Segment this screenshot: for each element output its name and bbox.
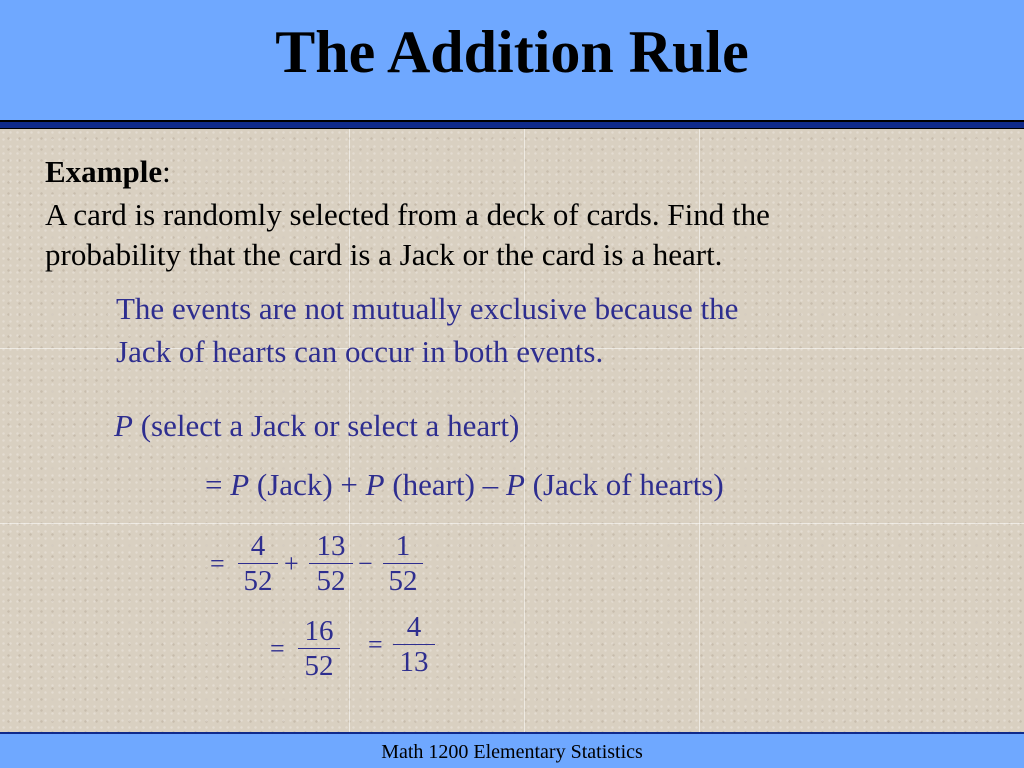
fraction-numerator: 13 xyxy=(316,530,346,562)
fraction-bar xyxy=(383,563,423,564)
prob-symbol: P xyxy=(365,467,385,502)
fraction-4-52 xyxy=(238,530,278,597)
formula-equals: = xyxy=(205,467,223,502)
fraction-bar xyxy=(298,648,340,649)
calc-plus: + xyxy=(284,549,299,578)
prob-symbol: P xyxy=(505,467,525,502)
prob-symbol: P xyxy=(114,408,133,443)
explanation-line-1: The events are not mutually exclusive because the xyxy=(116,291,739,326)
fraction-denominator: 52 xyxy=(243,565,273,597)
grid-line xyxy=(0,523,1024,524)
formula-jack-hearts: (Jack of hearts) xyxy=(532,467,724,502)
example-line-1: A card is randomly selected from a deck of cards. Find the xyxy=(45,197,770,232)
fraction-4-13 xyxy=(393,611,435,678)
calc-equals-1: = xyxy=(210,549,225,578)
slide-title: The Addition Rule xyxy=(275,19,749,85)
fraction-numerator: 4 xyxy=(250,530,266,562)
fraction-13-52 xyxy=(309,530,353,597)
fraction-bar xyxy=(393,644,435,645)
example-label: Example xyxy=(45,154,163,189)
fraction-1-52 xyxy=(383,530,423,597)
fraction-denominator: 52 xyxy=(316,565,346,597)
fraction-numerator: 4 xyxy=(406,611,422,643)
fraction-denominator: 52 xyxy=(388,565,418,597)
explanation-line-2: Jack of hearts can occur in both events. xyxy=(116,334,604,369)
fraction-numerator: 16 xyxy=(304,615,334,647)
footer-text: Math 1200 Elementary Statistics xyxy=(381,741,643,763)
fraction-bar xyxy=(238,563,278,564)
calc-minus: − xyxy=(358,549,373,578)
example-colon: : xyxy=(162,154,171,189)
fraction-bar xyxy=(309,563,353,564)
prob-symbol: P xyxy=(230,467,250,502)
example-line-2: probability that the card is a Jack or the card is a heart. xyxy=(45,237,723,272)
calc-equals-2: = xyxy=(270,634,285,663)
formula-line-1 xyxy=(114,408,519,444)
formula-heart: (heart) – xyxy=(392,467,499,502)
formula-event: (select a Jack or select a heart) xyxy=(140,408,520,443)
fraction-denominator: 13 xyxy=(399,646,429,678)
fraction-numerator: 1 xyxy=(395,530,411,562)
header-divider xyxy=(0,120,1024,129)
formula-jack: (Jack) + xyxy=(256,467,358,502)
example-heading xyxy=(45,154,171,190)
formula-line-2 xyxy=(205,467,724,503)
calc-equals-3: = xyxy=(368,630,383,659)
fraction-16-52 xyxy=(298,615,340,682)
fraction-denominator: 52 xyxy=(304,650,334,682)
